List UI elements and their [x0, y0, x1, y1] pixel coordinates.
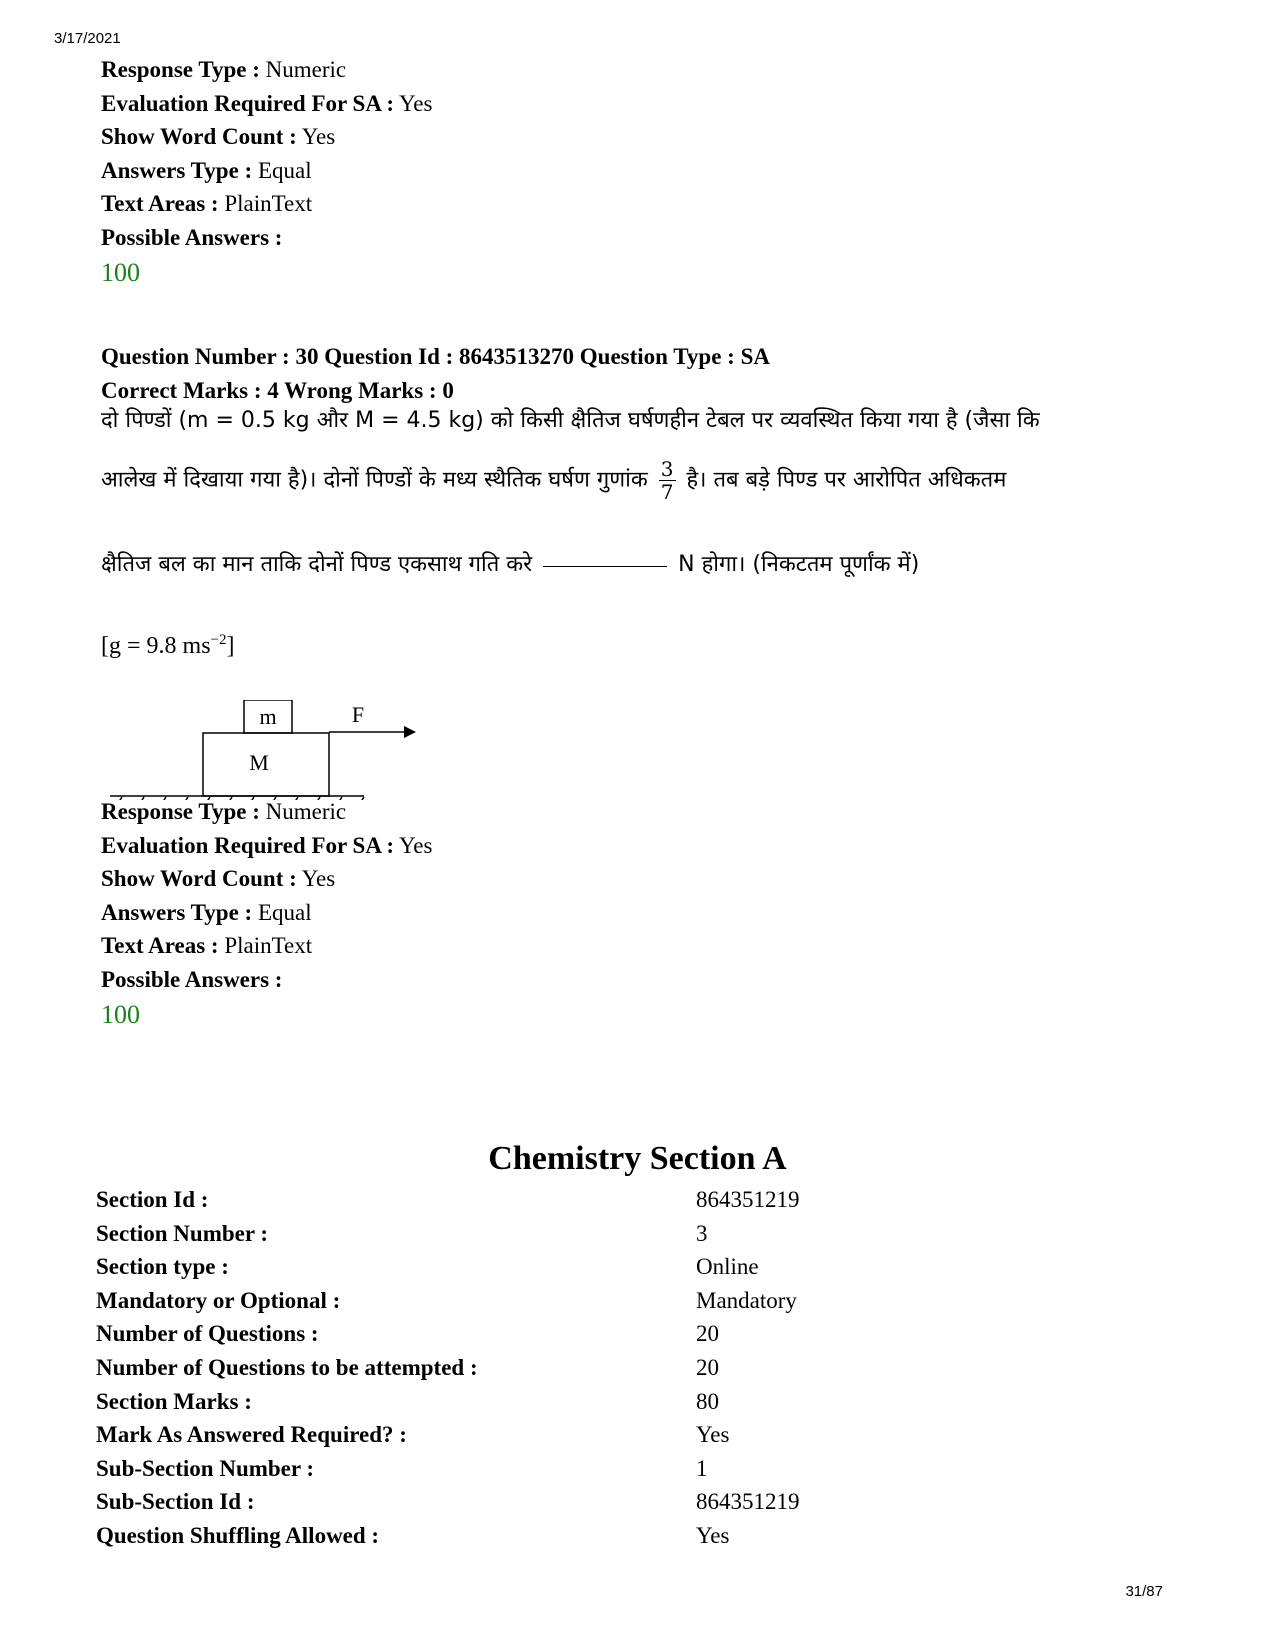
meta-row-answers-type: Answers Type : Equal [101, 157, 312, 183]
question-marks-line: Correct Marks : 4 Wrong Marks : 0 [101, 377, 454, 403]
large-block-label: M [249, 750, 269, 775]
meta-row-response-type: Response Type : Numeric [101, 57, 347, 82]
section-row: Section type : Online [96, 1254, 759, 1280]
friction-coefficient-fraction [659, 458, 676, 503]
question-text-line-3b: N होगा। (निकटतम पूर्णांक में) [678, 552, 920, 577]
question-text-line-3 [101, 548, 919, 578]
possible-answer: 100 [101, 1000, 140, 1029]
meta-row-response-type: Response Type : Numeric [101, 799, 347, 824]
small-block-label: m [259, 704, 277, 729]
section-row: Sub-Section Id : 864351219 [96, 1489, 800, 1515]
print-date: 3/17/2021 [54, 30, 121, 47]
section-row: Number of Questions to be attempted : 20 [96, 1354, 719, 1380]
blocks-figure [110, 700, 440, 800]
section-row: Mark As Answered Required? : Yes [96, 1422, 730, 1448]
section-row: Section Number : 3 [96, 1220, 708, 1246]
meta-row-evaluation: Evaluation Required For SA : Yes [101, 90, 433, 116]
section-details-table [96, 1183, 800, 1553]
question-id-line: Question Number : 30 Question Id : 8643513270 Question Type : SA [101, 344, 770, 369]
prev-question-meta [101, 53, 432, 292]
section-row: Mandatory or Optional : Mandatory [96, 1287, 797, 1313]
meta-row-possible-answers: Possible Answers : [101, 224, 283, 250]
question-text-line-2b: है। तब बड़े पिण्ड पर आरोपित अधिकतम [686, 467, 1007, 493]
section-title: Chemistry Section A [488, 1140, 787, 1177]
gravity-value: [g = 9.8 $ms^{-2}$] [101, 632, 235, 659]
force-arrow-head [404, 726, 416, 738]
page-number: 31/87 [1125, 1583, 1163, 1600]
question-meta [101, 795, 432, 1034]
meta-row-word-count: Show Word Count : Yes [101, 124, 336, 149]
meta-row-evaluation: Evaluation Required For SA : Yes [101, 832, 433, 858]
question-header [101, 340, 770, 407]
possible-answer: 100 [101, 258, 140, 287]
fraction-numerator: 3 [660, 457, 674, 481]
meta-row-text-areas: Text Areas : PlainText [101, 191, 313, 216]
meta-row-word-count: Show Word Count : Yes [101, 866, 336, 891]
question-text-line-2a: आलेख में दिखाया गया है)। दोनों पिण्डों के मध्य स्थैतिक घर्षण गुणांक [101, 467, 648, 493]
force-label: F [351, 702, 365, 727]
section-row: Section Marks : 80 [96, 1388, 719, 1414]
question-text-line-2 [101, 458, 1006, 503]
question-text-line-1: दो पिण्डों (m = 0.5 kg और M = 4.5 kg) को किसी क्षैतिज घर्षणहीन टेबल पर व्यवस्थित किया गया है (जैसा कि [101, 408, 1040, 433]
question-text-line-3a: क्षैतिज बल का मान ताकि दोनों पिण्ड एकसाथ गति करे [101, 552, 533, 577]
section-row: Sub-Section Number : 1 [96, 1455, 708, 1481]
meta-row-text-areas: Text Areas : PlainText [101, 933, 313, 958]
meta-row-possible-answers: Possible Answers : [101, 966, 283, 992]
section-row: Number of Questions : 20 [96, 1321, 719, 1347]
section-row: Question Shuffling Allowed : Yes [96, 1522, 730, 1548]
answer-blank [543, 566, 667, 567]
section-row: Section Id : 864351219 [96, 1187, 800, 1212]
meta-row-answers-type: Answers Type : Equal [101, 899, 312, 925]
fraction-denominator: 7 [660, 480, 674, 504]
